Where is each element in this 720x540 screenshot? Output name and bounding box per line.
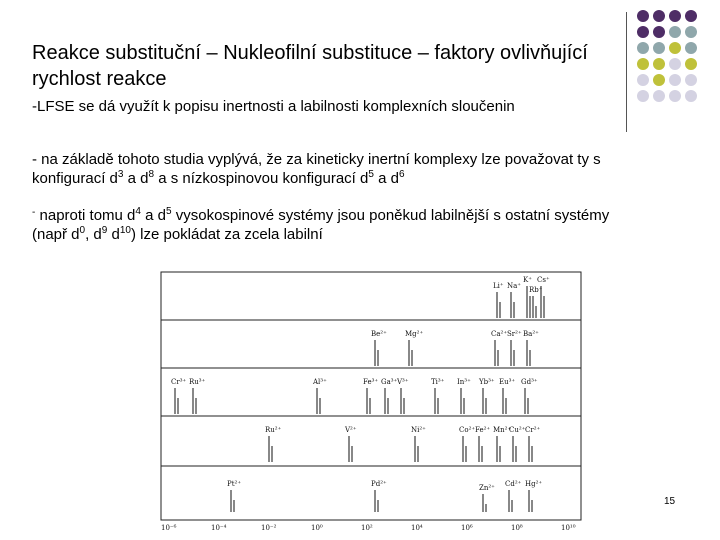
- ion-label: Ca²⁺: [491, 330, 508, 338]
- decorative-dot: [669, 42, 681, 54]
- ion-label: Li⁺: [493, 282, 504, 290]
- ion-label: Cu²⁺: [509, 426, 526, 434]
- axis-tick-label: 10⁴: [411, 524, 423, 532]
- axis-tick-label: 10¹⁰: [561, 524, 576, 532]
- ion-label: Yb³⁺: [479, 378, 495, 386]
- ion-label: Ti³⁺: [431, 378, 445, 386]
- decorative-dot: [669, 26, 681, 38]
- ion-label: Cs⁺: [537, 276, 550, 284]
- decorative-dot: [685, 74, 697, 86]
- ion-label: Fe³⁺: [363, 378, 379, 386]
- ion-label: Rb⁺: [529, 286, 543, 294]
- ion-label: Cr²⁺: [525, 426, 541, 434]
- paragraph-inert-complexes: - na základě tohoto studia vyplývá, že za kineticky inertní komplexy lze považovat ty s konfigurací $d^3$ a $d^8$ a s nízkospinovou konfigurací $d^5$ a $d^6$: [32, 151, 601, 187]
- bullet-dash: -: [32, 207, 36, 218]
- decorative-dot: [637, 58, 649, 70]
- decorative-dot: [685, 26, 697, 38]
- decorative-dot: [685, 58, 697, 70]
- decorative-dot: [669, 10, 681, 22]
- decorative-dot: [653, 90, 665, 102]
- ion-label: Cr³⁺: [171, 378, 187, 386]
- slide-title: Reakce substituční – Nukleofilní substituce – faktory ovlivňující rychlost reakce: [32, 42, 588, 90]
- ion-label: Ni²⁺: [411, 426, 426, 434]
- decorative-dot: [685, 42, 697, 54]
- ion-label: Mg²⁺: [405, 330, 424, 338]
- ion-label: Be²⁺: [371, 330, 387, 338]
- ion-label: Pd²⁺: [371, 480, 387, 488]
- decorative-dot: [669, 58, 681, 70]
- decorative-dot: [669, 74, 681, 86]
- decorative-dot: [653, 10, 665, 22]
- decorative-dot: [685, 10, 697, 22]
- ion-label: Hg²⁺: [525, 480, 543, 488]
- axis-tick-label: 10⁸: [511, 524, 523, 532]
- decorative-dot: [637, 26, 649, 38]
- ion-label: V²⁺: [345, 426, 357, 434]
- ion-label: In³⁺: [457, 378, 471, 386]
- exchange-rate-figure: [153, 270, 586, 532]
- ion-label: Pt²⁺: [227, 480, 242, 488]
- decorative-dot: [637, 10, 649, 22]
- ion-label: Co²⁺: [459, 426, 476, 434]
- decorative-dot: [653, 58, 665, 70]
- decorative-divider: [626, 12, 627, 132]
- decorative-dot: [653, 42, 665, 54]
- axis-tick-label: 10²: [361, 524, 373, 532]
- decorative-dot: [685, 90, 697, 102]
- ion-label: Ru²⁺: [265, 426, 282, 434]
- ion-label: Na⁺: [507, 282, 521, 290]
- ion-label: K⁺: [523, 276, 532, 284]
- paragraph-labile-complexes: - naproti tomu $d^4$ a $d^5$ vysokospinové systémy jsou poněkud labilnější s ostatní systémy (např $d^0$, $d^9$ $d^{10}$) lze pokládat za zcela labilní: [32, 206, 610, 243]
- ion-label: Gd³⁺: [521, 378, 538, 386]
- decorative-dot: [637, 74, 649, 86]
- ion-label: Mn²⁺: [493, 426, 512, 434]
- paragraph-lfse: -LFSE se dá využít k popisu inertnosti a labilnosti komplexních sloučenin: [32, 98, 515, 115]
- axis-tick-label: 10⁻²: [261, 524, 277, 532]
- ion-label: Cd²⁺: [505, 480, 522, 488]
- axis-tick-label: 10⁶: [461, 524, 473, 532]
- page-number: 15: [664, 496, 676, 507]
- decorative-dot: [653, 26, 665, 38]
- ion-label: Zn²⁺: [479, 484, 495, 492]
- decorative-dot: [669, 90, 681, 102]
- ion-label: Al³⁺: [313, 378, 327, 386]
- ion-label: Ga³⁺: [381, 378, 398, 386]
- axis-tick-label: 10⁻⁶: [161, 524, 177, 532]
- decorative-dot: [637, 42, 649, 54]
- ion-label: V³⁺: [397, 378, 409, 386]
- ion-label: Sr²⁺: [507, 330, 522, 338]
- ion-label: Ba²⁺: [523, 330, 539, 338]
- axis-tick-label: 10⁰: [311, 524, 323, 532]
- ion-label: Ru³⁺: [189, 378, 206, 386]
- decorative-dot: [653, 74, 665, 86]
- ion-label: Fe²⁺: [475, 426, 491, 434]
- axis-tick-label: 10⁻⁴: [211, 524, 227, 532]
- ion-label: Eu³⁺: [499, 378, 516, 386]
- decorative-dot: [637, 90, 649, 102]
